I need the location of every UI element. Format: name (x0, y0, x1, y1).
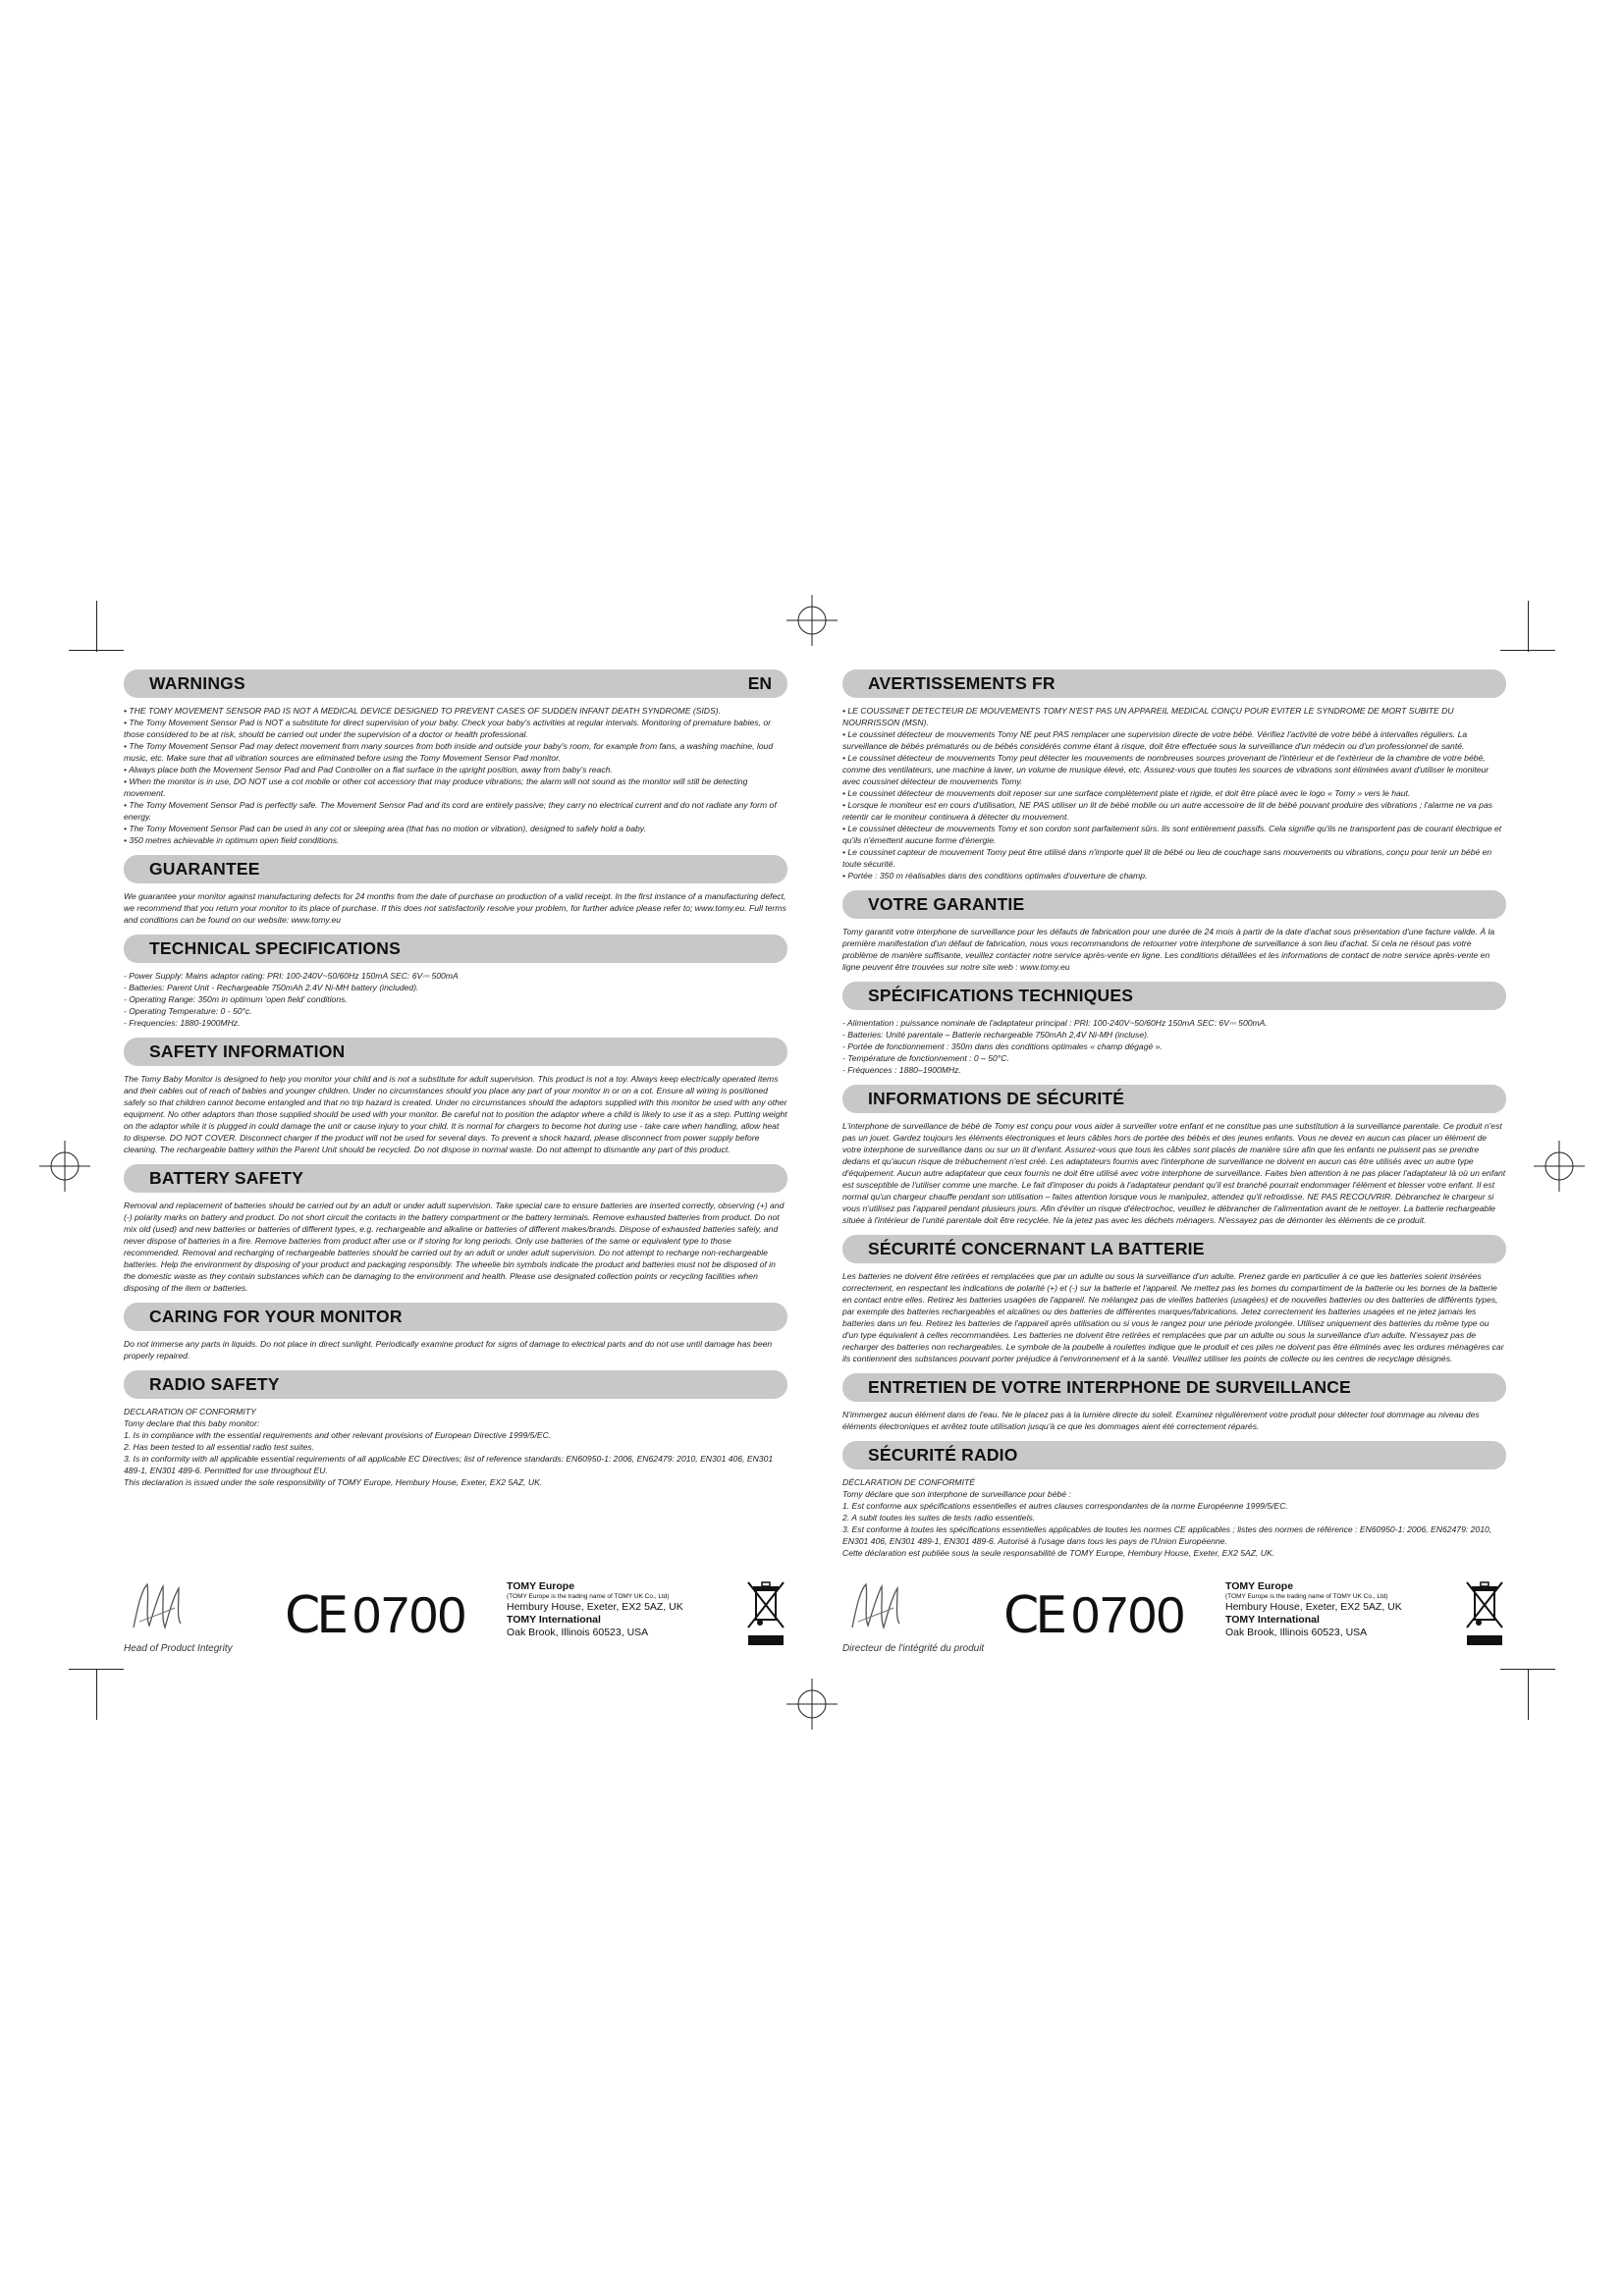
section-body (842, 1270, 1506, 1364)
section-avertissements-fr (842, 669, 1506, 881)
section-title: GUARANTEE (149, 859, 260, 879)
section-body (842, 1476, 1506, 1559)
body-text: • Le coussinet détecteur de mouvements Tomy peut détecter les mouvements de nombreuses sources provenant de l'intérieur et de l'extérieur de la chambre de votre bébé, comme des ventilateurs, une machine à laver, un volume de musique élevé, etc. Assurez-vous que toutes les sources de vibrations sont éliminées avant d'utiliser le moniteur avec coussinet détecteur de mouvements Tomy. (842, 753, 1489, 786)
body-text: Removal and replacement of batteries should be carried out by an adult or under adult supervision. Take special care to ensure batteries are inserted correctly, observing (+) and (-) polarity marks on battery and product. Do not short circuit the contacts in the battery compartment or the battery terminals. Remove exhausted batteries from product. Do not mix old (used) and new batteries or batteries of different types, e.g. rechargeable and alkaline or batteries of different makes/brands. Dispose of exhausted batteries safely, and never dispose of batteries in a fire. Remove batteries from product after use or if storing for long periods. Only use batteries of the same or equivalent type to those recommended. Removal and recharging of rechargeable batteries should be carried out by an adult or under adult supervision. Do not attempt to recharge non-rechargeable batteries. Help the environment by disposing of your product and packaging responsibly. The wheelie bin symbols indicate the product and batteries must not be disposed of in the domestic waste as they contain substances which can be damaging to the environment and health. Please use designated collection points or recycling facilities when disposing of the item or batteries. (124, 1201, 785, 1293)
signature-icon (128, 1578, 196, 1635)
section-header (842, 982, 1506, 1010)
section-title: RADIO SAFETY (149, 1374, 280, 1394)
section-header (842, 1373, 1506, 1402)
section-header (124, 1370, 787, 1399)
signature-caption: Directeur de l'intégrité du produit (842, 1643, 985, 1654)
body-text: Tomy declare that this baby monitor: (124, 1418, 260, 1428)
section-title: VOTRE GARANTIE (868, 894, 1025, 914)
section-entretien-de-votre-interphone-de-surveillance (842, 1373, 1506, 1432)
body-text: - Température de fonctionnement : 0 – 50°C. (842, 1053, 1009, 1063)
section-header (842, 1441, 1506, 1469)
section-warnings (124, 669, 787, 846)
body-text: • Le coussinet capteur de mouvement Tomy peut être utilisé dans n'importe quel lit de bébé ou lieu de couchage sans mouvements ou vibrations, conçu pour tenir un bébé en toute sécurité. (842, 847, 1492, 869)
body-text: - Portée de fonctionnement : 350m dans des conditions optimales « champ dégagé ». (842, 1041, 1163, 1051)
section-header (842, 669, 1506, 698)
section-body (124, 705, 787, 846)
registration-mark-icon (1534, 1141, 1585, 1192)
company-note: (TOMY Europe is the trading name of TOMY UK Co., Ltd) (507, 1593, 670, 1600)
body-text: • LE COUSSINET DETECTEUR DE MOUVEMENTS TOMY N'EST PAS UN APPAREIL MEDICAL CONÇU POUR EVITER LE SYNDROME DE MORT SUBITE DU NOURRISSON (MSN). (842, 706, 1454, 727)
signature-caption: Head of Product Integrity (124, 1643, 233, 1654)
section-header (842, 890, 1506, 919)
section-securite-concernant-la-batterie (842, 1235, 1506, 1364)
registration-mark-icon (786, 1679, 838, 1730)
body-text: - Operating Range: 350m in optimum 'open field' conditions. (124, 994, 348, 1004)
signature-block (124, 1578, 261, 1657)
company-address-line: Hembury House, Exeter, EX2 5AZ, UK (507, 1601, 683, 1613)
section-header (842, 1085, 1506, 1113)
body-text: Tomy garantit votre interphone de surveillance pour les défauts de fabrication pour une durée de 24 mois à partir de la date d'achat sous présentation d'une facture valide. À la première manifestation d'un défaut de fabrication, nous vous recommandons de retourner votre interphone de surveillance à son lieu d'achat. Si cela ne résout pas votre problème de manière suffisante, veuillez contacter notre service après-vente en ligne. Les conditions détaillées et les informations de contact de notre service après-vente en ligne peuvent être trouvées sur notre site web : www.tomy.eu (842, 927, 1495, 972)
section-specifications-techniques (842, 982, 1506, 1076)
body-text: • The Tomy Movement Sensor Pad can be used in any cot or sleeping area (that has no motion or vibration), designed to safely hold a baby. (124, 824, 646, 833)
section-body (124, 970, 787, 1029)
ce-symbol: CE (285, 1586, 346, 1645)
body-text: 3. Est conforme à toutes les spécifications essentielles applicables de toutes les normes CE applicables ; listes des normes de référence : EN60950-1: 2006, EN62479: 2010, EN301 406, EN301 489-1, EN301 489-6. Autorisé à l'usage dans tous les pays de l'Union Européenne. (842, 1524, 1492, 1546)
section-header (124, 1303, 787, 1331)
body-text: L'interphone de surveillance de bébé de Tomy est conçu pour vous aider à surveiller votre enfant et ne constitue pas une substitution à la surveillance parentale. Ce produit n'est pas un jouet. Gardez toujours les éléments électroniques et leurs câbles hors de portée des bébés et des jeunes enfants. Vous ne devez en aucun cas placer un élément de votre interphone de surveillance dans ou sur un lit d'enfant. Assurez-vous que tous les câbles sont placés de manière sûre afin que les enfants ne puissent pas se prendre dedans et qu'aucun risque de trébuchement n'est créé. Les adaptateurs fournis avec l'interphone de surveillance ne doivent en aucun cas être utilisés avec un autre type d'équipement. Aucun autre adaptateur que ceux fournis ne doit être utilisé avec votre interphone de surveillance. Faites bien attention à ne pas placer l'adaptateur là où un enfant est susceptible de l'utiliser comme une marche. Le fait d'imposer du poids à l'adaptateur pendant qu'il est branché pourrait endommager l'élément et blesser votre enfant. Il est normal qu'un chargeur chauffe pendant son utilisation – faites attention lorsque vous le manipulez, attendez qu'il refroidisse. NE PAS RECOUVRIR. Débranchez le chargeur si vous n'utilisez pas l'appareil pendant plusieurs jours. Afin d'éviter un risque d'électrochoc, veuillez le débrancher de l'alimentation avant de le nettoyer. La batterie rechargeable située à l'intérieur de l'unité parentale doit être recyclée. Ne la jetez pas avec les déchets ménagers. N'essayez pas de démonter les éléments de ce produit. (842, 1121, 1506, 1225)
body-text: 2. A subit toutes les suites de tests radio essentiels. (842, 1513, 1036, 1522)
section-title: SPÉCIFICATIONS TECHNIQUES (868, 986, 1134, 1005)
body-text: This declaration is issued under the sole responsibility of TOMY Europe, Hembury House, Exeter, EX2 5AZ, UK. (124, 1477, 543, 1487)
body-text: • Lorsque le moniteur est en cours d'utilisation, NE PAS utiliser un lit de bébé mobile ou un autre accessoire de lit de bébé pouvant produire des vibrations ; l'alarme ne va pas retentir car le moniteur continuera à détecter du mouvement. (842, 800, 1493, 822)
body-text: - Operating Temperature: 0 - 50°c. (124, 1006, 252, 1016)
company-address-line: Oak Brook, Illinois 60523, USA (1225, 1627, 1368, 1638)
company-address (1225, 1580, 1402, 1639)
company-name: TOMY International (507, 1614, 601, 1626)
section-title: CARING FOR YOUR MONITOR (149, 1307, 403, 1326)
ce-number: 0700 (352, 1587, 466, 1644)
section-title: SAFETY INFORMATION (149, 1041, 346, 1061)
section-informations-de-securite (842, 1085, 1506, 1226)
ce-number: 0700 (1071, 1587, 1185, 1644)
body-text: • 350 metres achievable in optimum open field conditions. (124, 835, 340, 845)
company-name: TOMY International (1225, 1614, 1320, 1626)
footer-fr (842, 1578, 1506, 1667)
body-text: • Le coussinet détecteur de mouvements doit reposer sur une surface complètement plate et rigide, et doit être placé avec le logo « Tomy » vers le haut. (842, 788, 1411, 798)
footer-en (124, 1578, 787, 1667)
body-text: DÉCLARATION DE CONFORMITÉ (842, 1477, 975, 1487)
section-title: TECHNICAL SPECIFICATIONS (149, 938, 401, 958)
ce-marking (1003, 1588, 1185, 1643)
ce-symbol: CE (1003, 1586, 1064, 1645)
section-title: WARNINGS (149, 673, 245, 693)
section-header (842, 1235, 1506, 1263)
section-guarantee (124, 855, 787, 926)
crop-mark (1500, 650, 1555, 651)
crop-mark (96, 1669, 97, 1720)
company-address-line: Hembury House, Exeter, EX2 5AZ, UK (1225, 1601, 1402, 1613)
body-text: 1. Est conforme aux spécifications essentielles et autres clauses correspondantes de la norme Européenne 1999/5/EC. (842, 1501, 1288, 1511)
body-text: N'immergez aucun élément dans de l'eau. Ne le placez pas à la lumière directe du soleil. Examinez régulièrement votre produit pour détecter tout dommage au niveau des éléments électroniques et arrêtez toute utilisation jusqu'à ce que les dommages aient été correctement réparés. (842, 1410, 1480, 1431)
body-text: We guarantee your monitor against manufacturing defects for 24 months from the date of purchase on production of a valid receipt. In the first instance of a manufacturing defect, we recommend that you return your monitor to its place of purchase. If this does not satisfactorily resolve your problem, for further advice please refer to; www.tomy.eu. Full terms and conditions can be found on our website: www.tomy.eu (124, 891, 786, 925)
body-text: 2. Has been tested to all essential radio test suites. (124, 1442, 314, 1452)
section-caring-for-your-monitor (124, 1303, 787, 1362)
body-text: Tomy déclare que son interphone de surveillance pour bébé : (842, 1489, 1071, 1499)
section-header (124, 934, 787, 963)
body-text: 1. Is in compliance with the essential requirements and other relevant provisions of European Directive 1999/5/EC. (124, 1430, 552, 1440)
signature-block (842, 1578, 985, 1657)
english-column (124, 669, 787, 1497)
language-tag: EN (747, 673, 772, 693)
crossed-out-wheelie-bin-icon (744, 1578, 787, 1651)
body-text: Cette déclaration est publiée sous la seule responsabilité de TOMY Europe, Hembury House, Exeter, EX2 5AZ, UK. (842, 1548, 1275, 1558)
body-text: • When the monitor is in use, DO NOT use a cot mobile or other cot accessory that may produce vibrations; the alarm will not sound as the monitor will still be detecting movement. (124, 776, 748, 798)
section-safety-information (124, 1038, 787, 1155)
crop-mark (1528, 1669, 1529, 1720)
crop-mark (1500, 1669, 1555, 1670)
company-address-line: Oak Brook, Illinois 60523, USA (507, 1627, 649, 1638)
body-text: DECLARATION OF CONFORMITY (124, 1407, 256, 1416)
french-column (842, 669, 1506, 1568)
crossed-out-wheelie-bin-icon (1463, 1578, 1506, 1651)
section-battery-safety (124, 1164, 787, 1294)
body-text: • Portée : 350 m réalisables dans des conditions optimales d'ouverture de champ. (842, 871, 1148, 881)
crop-mark (69, 650, 124, 651)
company-name: TOMY Europe (507, 1580, 575, 1592)
section-header (124, 1164, 787, 1193)
section-title: ENTRETIEN DE VOTRE INTERPHONE DE SURVEILLANCE (868, 1377, 1351, 1397)
registration-mark-icon (786, 595, 838, 646)
section-votre-garantie (842, 890, 1506, 973)
crop-mark (69, 1669, 124, 1670)
section-body (842, 1017, 1506, 1076)
company-note: (TOMY Europe is the trading name of TOMY UK Co., Ltd) (1225, 1593, 1388, 1600)
section-title: SÉCURITÉ CONCERNANT LA BATTERIE (868, 1239, 1205, 1258)
section-radio-safety (124, 1370, 787, 1488)
section-body (842, 1120, 1506, 1226)
body-text: Do not immerse any parts in liquids. Do not place in direct sunlight. Periodically examine product for signs of damage to electrical parts and do not use until damage has been properly repaired. (124, 1339, 773, 1361)
section-title: BATTERY SAFETY (149, 1168, 304, 1188)
section-title: SÉCURITÉ RADIO (868, 1445, 1018, 1465)
body-text: - Alimentation : puissance nominale de l'adaptateur principal : PRI: 100-240V~50/60Hz 150mA SEC: 6V⎓ 500mA. (842, 1018, 1268, 1028)
section-securite-radio (842, 1441, 1506, 1559)
section-body (124, 1073, 787, 1155)
body-text: • Le coussinet détecteur de mouvements Tomy et son cordon sont parfaitement sûrs. Ils sont entièrement passifs. Cela signifie qu'ils ne transportent pas de courant électrique et qu'ils n'émettent aucune forme d'énergie. (842, 824, 1502, 845)
section-header (124, 855, 787, 883)
ce-marking (285, 1588, 466, 1643)
section-header (124, 669, 787, 698)
body-text: - Power Supply: Mains adaptor rating: PRI: 100-240V~50/60Hz 150mA SEC: 6V⎓ 500mA (124, 971, 459, 981)
signature-icon (846, 1578, 915, 1635)
body-text: - Batteries: Unité parentale – Batterie rechargeable 750mAh 2,4V Ni-MH (incluse). (842, 1030, 1150, 1040)
body-text: • The Tomy Movement Sensor Pad is NOT a substitute for direct supervision of your baby. Check your baby's activities at regular intervals. Monitoring of premature babies, or those considered to be at risk, should be carried out under the supervision of a doctor or health professional. (124, 718, 772, 739)
section-body (124, 890, 787, 926)
section-body (124, 1200, 787, 1294)
section-body (842, 926, 1506, 973)
body-text: • The Tomy Movement Sensor Pad is perfectly safe. The Movement Sensor Pad and its cord are entirely passive; they carry no electrical current and do not radiate any form of energy. (124, 800, 777, 822)
body-text: • The Tomy Movement Sensor Pad may detect movement from many sources from both inside and outside your baby's room, for example from fans, a washing machine, loud music, etc. Make sure that all vibration sources are eliminated before using the Tomy Movement Sensor Pad monitor. (124, 741, 774, 763)
section-title: AVERTISSEMENTS FR (868, 673, 1056, 693)
section-title: INFORMATIONS DE SÉCURITÉ (868, 1089, 1125, 1108)
body-text: • Always place both the Movement Sensor Pad and Pad Controller on a flat surface in the upright position, away from baby's reach. (124, 765, 613, 774)
company-name: TOMY Europe (1225, 1580, 1294, 1592)
section-technical-specifications (124, 934, 787, 1029)
registration-mark-icon (39, 1141, 90, 1192)
section-body (842, 705, 1506, 881)
body-text: - Batteries: Parent Unit - Rechargeable 750mAh 2.4V Ni-MH battery (included). (124, 983, 419, 992)
crop-mark (1528, 601, 1529, 652)
section-body (842, 1409, 1506, 1432)
body-text: The Tomy Baby Monitor is designed to help you monitor your child and is not a substitute for adult supervision. This product is not a toy. Always keep electrically operated items and their cables out of reach of babies and younger children. Under no circumstances should you place any part of your monitor in or on a cot. Ensure all wiring is positioned safely so that children cannot become entangled and that no trip hazard is created. Under no circumstances should the adaptors supplied with this monitor be used with any other equipment. No other adaptors than those supplied should be used with your monitor. Be careful not to position the adaptor where a child is likely to use it as a step. Putting weight on the adaptor while it is plugged in could damage the unit or cause injury to your child. It is normal for chargers to become hot during use - take care when handling, allow heat to disperse. DO NOT COVER. Disconnect charger if the product will not be used for several days. To prevent a shock hazard, please disconnect from power supply before cleaning. The rechargeable battery within the Parent Unit should be recycled. Do not dispose in normal waste. Do not attempt to dismantle any part of this product. (124, 1074, 787, 1154)
body-text: • Le coussinet détecteur de mouvements Tomy NE peut PAS remplacer une supervision directe de votre bébé. Vérifiez l'activité de votre bébé à intervalles réguliers. La surveillance de bébés prématurés ou de bébés considérés comme étant à risque, doit être effectuée sous la surveillance d'un médecin ou d'un professionnel de santé. (842, 729, 1468, 751)
body-text: • THE TOMY MOVEMENT SENSOR PAD IS NOT A MEDICAL DEVICE DESIGNED TO PREVENT CASES OF SUDDEN INFANT DEATH SYNDROME (SIDS). (124, 706, 721, 716)
crop-mark (96, 601, 97, 652)
company-address (507, 1580, 683, 1639)
section-header (124, 1038, 787, 1066)
body-text: 3. Is in conformity with all applicable essential requirements of all applicable EC Directives; list of reference standards: EN60950-1: 2006, EN62479: 2010, EN301 406, EN301 489-1, EN301 489-6. Permitted for use throughout EU. (124, 1454, 774, 1475)
section-body (124, 1406, 787, 1488)
section-body (124, 1338, 787, 1362)
body-text: Les batteries ne doivent être retirées et remplacées que par un adulte ou sous la surveillance d'un adulte. Prenez garde en particulier à ce que les batteries soient insérées correctement, en respectant les indications de polarité (+) et (-) sur la batterie et l'appareil. Ne mettez pas les bornes du compartiment de la batterie ou les bornes de la batterie en contact entre elles. Retirez les batteries usagées de l'appareil. Ne mélangez pas de vieilles batteries (usagées) et de nouvelles batteries ou des batteries de différents types, par exemple des batteries rechargeables et alcalines ou des batteries de différentes marques/fabrications. Jetez correctement les batteries usagées et ne jetez jamais les batteries dans un feu. Retirez les batteries de l'appareil après utilisation ou si vous le rangez pour une période prolongée. Utilisez uniquement des batteries du même type ou d'un type équivalent à celles recommandées. Les batteries ne doivent être retirées et remplacées que par un adulte ou sous la surveillance d'un adulte. N'essayez pas de recharger des batteries non rechargeables. Le symbole de la poubelle à roulettes indique que le produit et ces piles ne doivent pas être éliminés avec les ordures ménagères car ils contiennent des substances pouvant porter préjudice à l'environnement et à la santé. Veuillez utiliser les points de collecte ou les centres de recyclage désignés. (842, 1271, 1504, 1363)
body-text: - Fréquences : 1880–1900MHz. (842, 1065, 961, 1075)
body-text: - Frequencies: 1880-1900MHz. (124, 1018, 241, 1028)
